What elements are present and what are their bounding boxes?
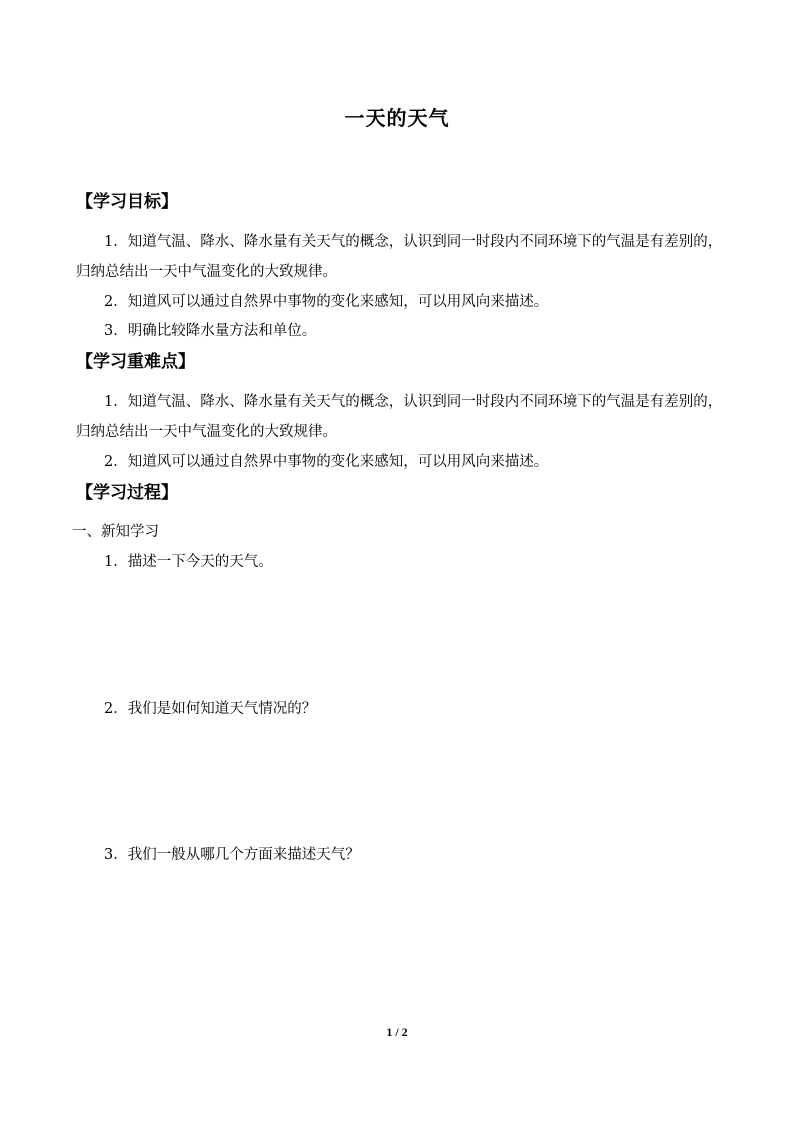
- question-1: 1．描述一下今天的天气。: [104, 554, 273, 570]
- question-2: 2．我们是如何知道天气情况的？: [104, 701, 317, 717]
- objective-item-1: 1．知道气温、降水、降水量有关天气的概念，认识到同一时段内不同环境下的气温是有差别的，归纳总结出一天中气温变化的大致规律。: [76, 234, 723, 280]
- subheading-new-knowledge: 一、新知学习: [72, 524, 159, 540]
- objective-item-3: 3．明确比较降水量方法和单位。: [104, 323, 317, 339]
- key-point-item-1: 1．知道气温、降水、降水量有关天气的概念，认识到同一时段内不同环境下的气温是有差别的，归纳总结出一天中气温变化的大致规律。: [76, 394, 723, 440]
- key-point-item-2: 2．知道风可以通过自然界中事物的变化来感知，可以用风向来描述。: [104, 454, 549, 470]
- section-heading-objectives: 【学习目标】: [76, 192, 178, 212]
- page-indicator: 1 / 2: [386, 1025, 408, 1039]
- question-3: 3．我们一般从哪几个方面来描述天气？: [104, 847, 360, 863]
- document-title: 一天的天气: [344, 106, 450, 130]
- section-heading-key-points: 【学习重难点】: [76, 352, 195, 372]
- objective-item-2: 2．知道风可以通过自然界中事物的变化来感知，可以用风向来描述。: [104, 294, 549, 310]
- section-heading-process: 【学习过程】: [76, 483, 178, 503]
